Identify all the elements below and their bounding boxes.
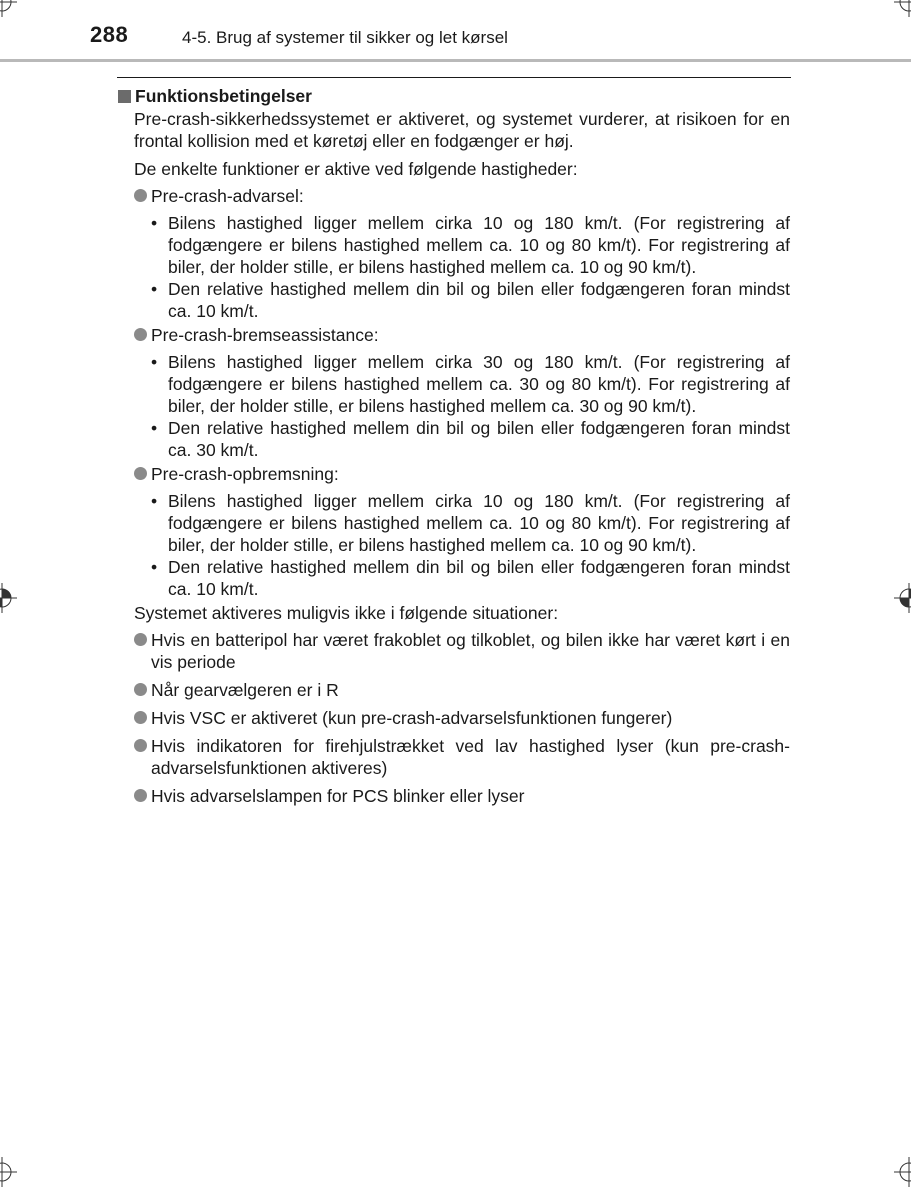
chapter-title: 4-5. Brug af systemer til sikker og let kørsel — [182, 28, 508, 47]
function-title: Pre-crash-advarsel: — [151, 186, 304, 206]
registration-mark-bottom-right — [894, 1157, 911, 1187]
condition-list — [151, 212, 790, 322]
function-title: Pre-crash-opbremsning: — [151, 464, 339, 484]
function-title: Pre-crash-bremseassistance: — [151, 325, 379, 345]
registration-mark-top-left — [0, 0, 17, 17]
situation-item — [134, 629, 790, 673]
circle-bullet-icon — [134, 683, 147, 696]
condition-item — [151, 490, 790, 556]
situation-item — [134, 679, 790, 701]
circle-bullet-icon — [134, 739, 147, 752]
condition-list — [151, 351, 790, 461]
condition-text: Den relative hastighed mellem din bil og bilen eller fodgængeren foran mindst ca. 30 km/t. — [168, 418, 790, 460]
dot-bullet-icon: • — [151, 213, 158, 233]
page-content — [117, 85, 790, 813]
registration-mark-middle-right — [894, 583, 911, 613]
not-active-intro: Systemet aktiveres muligvis ikke i følgende situationer: — [134, 603, 559, 623]
condition-text: Den relative hastighed mellem din bil og bilen eller fodgængeren foran mindst ca. 10 km/t. — [168, 279, 790, 321]
function-item-warning — [134, 185, 790, 207]
function-item-braking — [134, 463, 790, 485]
header-divider — [0, 59, 911, 62]
condition-item — [151, 417, 790, 461]
situation-item — [134, 785, 790, 807]
circle-bullet-icon — [134, 633, 147, 646]
situation-text: Hvis indikatoren for firehjulstrækket ved lav hastighed lyser (kun pre-crash-advarselsfunktionen aktiveres) — [151, 736, 790, 778]
condition-text: Bilens hastighed ligger mellem cirka 30 og 180 km/t. (For registrering af fodgængere er bilens hastighed mellem ca. 30 og 80 km/t). For registrering af biler, der holder stille, er bilens hastighed mellem ca. 30 og 90 km/t). — [168, 352, 790, 416]
circle-bullet-icon — [134, 789, 147, 802]
condition-text: Bilens hastighed ligger mellem cirka 10 og 180 km/t. (For registrering af fodgængere er bilens hastighed mellem ca. 10 og 80 km/t). For registrering af biler, der holder stille, er bilens hastighed mellem ca. 10 og 90 km/t). — [168, 213, 790, 277]
condition-item — [151, 351, 790, 417]
circle-bullet-icon — [134, 467, 147, 480]
circle-bullet-icon — [134, 189, 147, 202]
condition-text: Bilens hastighed ligger mellem cirka 10 og 180 km/t. (For registrering af fodgængere er bilens hastighed mellem ca. 10 og 80 km/t). For registrering af biler, der holder stille, er bilens hastighed mellem ca. 10 og 90 km/t). — [168, 491, 790, 555]
function-item-brake-assist — [134, 324, 790, 346]
dot-bullet-icon: • — [151, 352, 158, 372]
condition-list — [151, 490, 790, 600]
condition-item — [151, 212, 790, 278]
condition-item — [151, 556, 790, 600]
registration-mark-middle-left — [0, 583, 17, 613]
registration-mark-bottom-left — [0, 1157, 17, 1187]
dot-bullet-icon: • — [151, 279, 158, 299]
intro-paragraph: Pre-crash-sikkerhedssystemet er aktiveret, og systemet vurderer, at risikoen for en frontal kollision med et køretøj eller en fodgænger er høj. — [134, 109, 790, 151]
situation-item — [134, 707, 790, 729]
circle-bullet-icon — [134, 328, 147, 341]
registration-mark-top-right — [894, 0, 911, 17]
dot-bullet-icon: • — [151, 491, 158, 511]
situation-item — [134, 735, 790, 779]
dot-bullet-icon: • — [151, 557, 158, 577]
square-bullet-icon — [118, 90, 131, 103]
speed-intro: De enkelte funktioner er aktive ved følgende hastigheder: — [134, 159, 578, 179]
circle-bullet-icon — [134, 711, 147, 724]
page-number: 288 — [90, 22, 129, 47]
condition-text: Den relative hastighed mellem din bil og bilen eller fodgængeren foran mindst ca. 10 km/t. — [168, 557, 790, 599]
section-heading-text: Funktionsbetingelser — [135, 86, 312, 106]
dot-bullet-icon: • — [151, 418, 158, 438]
situation-text: Når gearvælgeren er i R — [151, 680, 339, 700]
condition-item — [151, 278, 790, 322]
situation-text: Hvis en batteripol har været frakoblet og tilkoblet, og bilen ikke har været kørt i en vis periode — [151, 630, 790, 672]
situation-text: Hvis VSC er aktiveret (kun pre-crash-advarselsfunktionen fungerer) — [151, 708, 673, 728]
situation-text: Hvis advarselslampen for PCS blinker eller lyser — [151, 786, 525, 806]
section-heading — [117, 85, 790, 107]
section-divider — [117, 77, 791, 78]
